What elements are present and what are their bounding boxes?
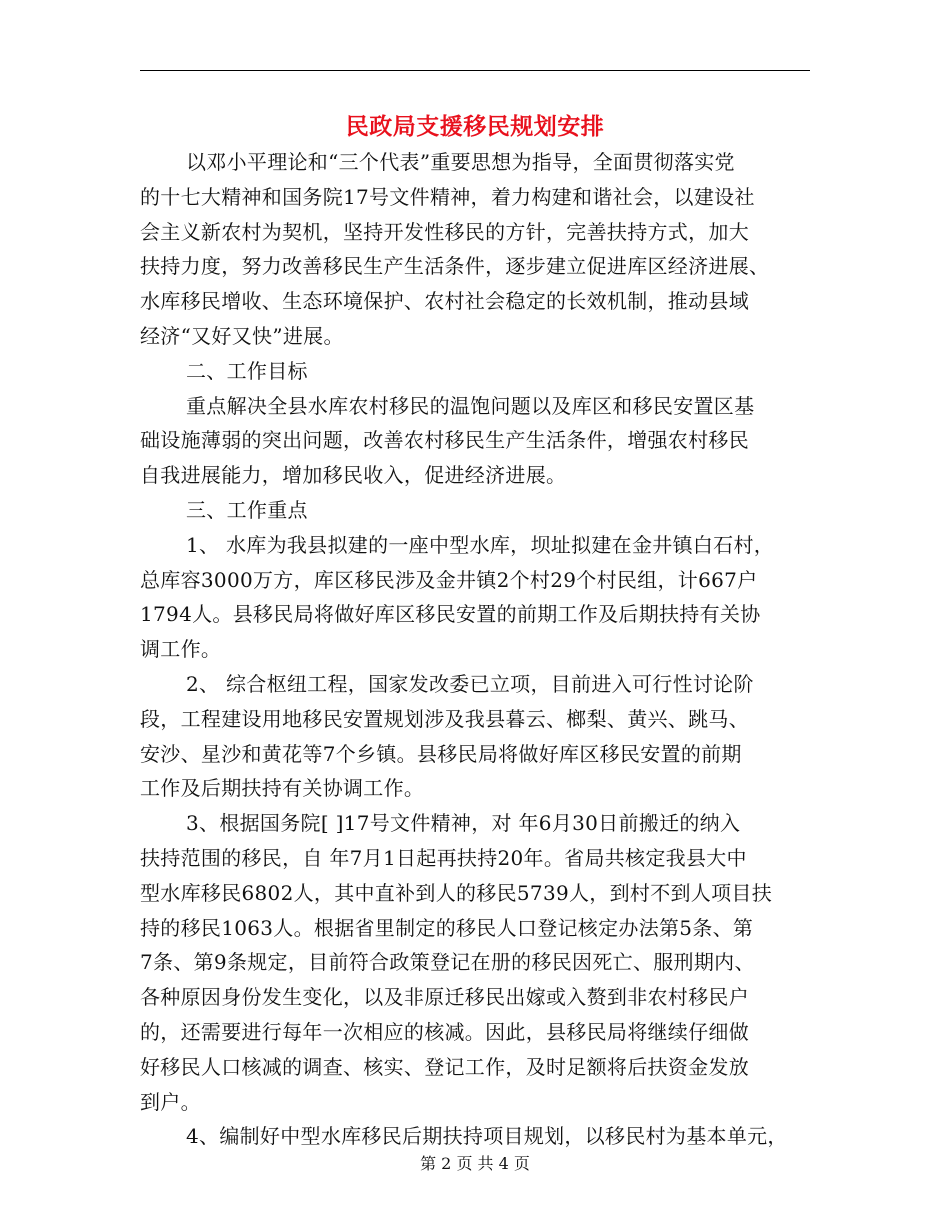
text-line: 3、根据国务院[ ]17号文件精神，对 年6月30日前搬迁的纳入 (186, 811, 741, 836)
text-line: 4、编制好中型水库移民后期扶持项目规划，以移民村为基本单元， (186, 1124, 788, 1149)
text-line: 的十七大精神和国务院17号文件精神，着力构建和谐社会，以建设社 (140, 184, 755, 209)
text-line: 安沙、星沙和黄花等7个乡镇。县移民局将做好库区移民安置的前期 (140, 741, 742, 766)
text-line: 工作及后期扶持有关协调工作。 (140, 776, 425, 801)
document-body (140, 145, 820, 1154)
page-footer: 第 2 页 共 4 页 (420, 1154, 530, 1173)
document-title: 民政局支援移民规划安排 (345, 113, 605, 140)
text-line: 持的移民1063人。根据省里制定的移民人口登记核定办法第5条、第 (140, 915, 754, 940)
text-line: 础设施薄弱的突出问题，改善农村移民生产生活条件，增强农村移民 (140, 428, 749, 453)
text-line: 段，工程建设用地移民安置规划涉及我县暮云、榔梨、黄兴、跳马、 (140, 706, 749, 731)
text-line: 二、工作目标 (186, 358, 308, 383)
text-line: 自我进展能力，增加移民收入，促进经济进展。 (140, 463, 567, 488)
header-rule (140, 70, 810, 71)
text-line: 1794人。县移民局将做好库区移民安置的前期工作及后期扶持有关协 (140, 602, 761, 627)
text-line: 会主义新农村为契机，坚持开发性移民的方针，完善扶持方式，加大 (140, 219, 749, 244)
text-line: 到户。 (140, 1089, 201, 1114)
text-line: 水库移民增收、生态环境保护、农村社会稳定的长效机制，推动县域 (140, 289, 749, 314)
text-line: 三、工作重点 (186, 497, 308, 522)
text-line: 扶持范围的移民，自 年7月1日起再扶持20年。省局共核定我县大中 (140, 845, 747, 870)
text-line: 重点解决全县水库农村移民的温饱问题以及库区和移民安置区基 (186, 393, 755, 418)
text-line: 2、 综合枢纽工程，国家发改委已立项，目前进入可行性讨论阶 (186, 671, 754, 696)
text-line: 扶持力度，努力改善移民生产生活条件，逐步建立促进库区经济进展、 (140, 254, 770, 279)
text-line: 型水库移民6802人，其中直补到人的移民5739人，到村不到人项目扶 (140, 880, 772, 905)
text-line: 7条、第9条规定，目前符合政策登记在册的移民因死亡、服刑期内、 (140, 950, 755, 975)
text-line: 1、 水库为我县拟建的一座中型水库，坝址拟建在金井镇白石村， (186, 532, 775, 557)
text-line: 以邓小平理论和“三个代表”重要思想为指导，全面贯彻落实党 (186, 150, 735, 174)
text-line: 的，还需要进行每年一次相应的核减。因此，县移民局将继续仔细做 (140, 1019, 749, 1044)
text-line: 经济“又好又快”进展。 (140, 323, 344, 348)
text-line: 调工作。 (140, 637, 222, 662)
text-line: 好移民人口核减的调查、核实、登记工作，及时足额将后扶资金发放 (140, 1054, 749, 1079)
text-line: 总库容3000万方，库区移民涉及金井镇2个村29个村民组，计667户 (140, 567, 758, 592)
text-line: 各种原因身份发生变化，以及非原迁移民出嫁或入赘到非农村移民户 (140, 985, 749, 1010)
